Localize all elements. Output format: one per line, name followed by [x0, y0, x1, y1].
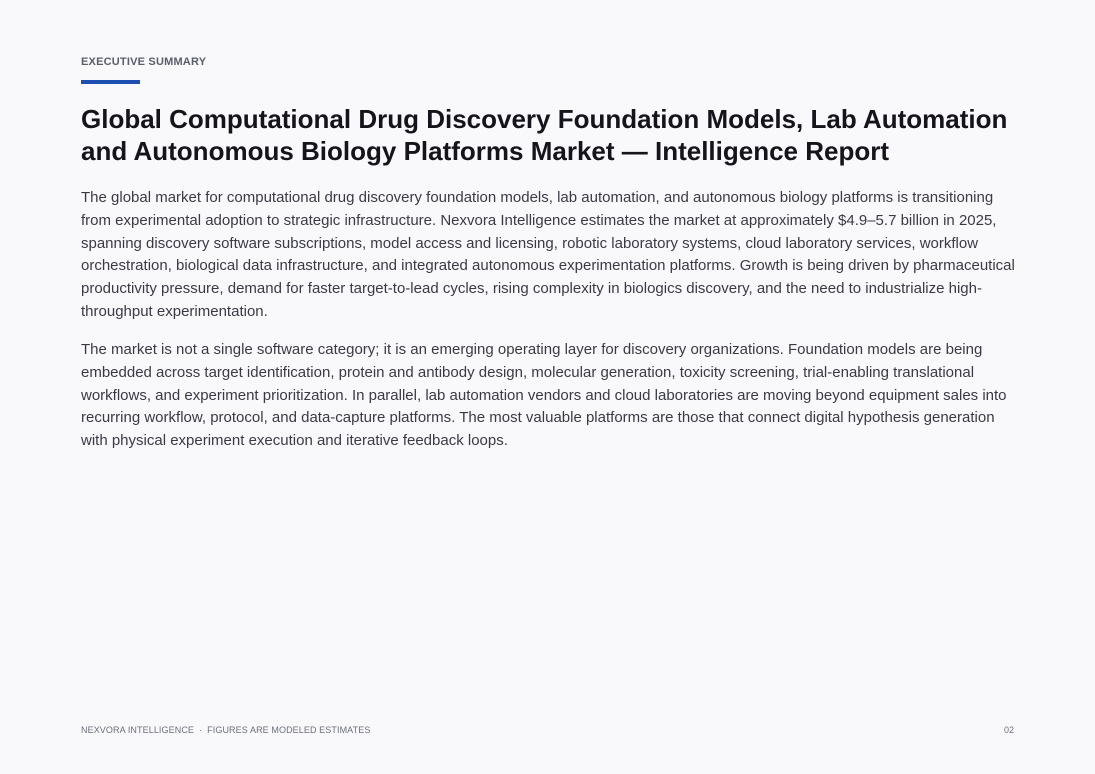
footer-brand: NEXVORA INTELLIGENCE	[81, 725, 195, 735]
accent-rule	[81, 80, 140, 84]
footer-note: FIGURES ARE MODELED ESTIMATES	[207, 725, 371, 735]
footer-separator: ·	[199, 725, 203, 735]
report-page	[81, 0, 1016, 774]
page-title: Global Computational Drug Discovery Foundation Models, Lab Automation and Autonomous Biology Platforms Market — Intelligence Report	[81, 104, 1008, 166]
page-number: 02	[1003, 725, 1014, 735]
footer-credits	[81, 725, 370, 735]
body-paragraph: The global market for computational drug discovery foundation models, lab automation, and autonomous biology platforms is transitioning from experimental adoption to strategic infrastructure. Nexvora Intelligence estimates the market at approximately $4.9–5.7 billion in 2025, spanning discovery software subscriptions, model access and licensing, robotic laboratory systems, cloud laboratory services, workflow orchestration, biological data infrastructure, and integrated autonomous experimentation platforms. Growth is being driven by pharmaceutical productivity pressure, demand for faster target-to-lead cycles, rising complexity in biologics discovery, and the need to industrialize high-throughput experimentation.	[81, 189, 1015, 320]
section-eyebrow: EXECUTIVE SUMMARY	[81, 56, 207, 68]
body-paragraph: The market is not a single software category; it is an emerging operating layer for discovery organizations. Foundation models are being embedded across target identification, protein and antibody design, molecular generation, toxicity screening, trial-enabling translational workflows, and experiment prioritization. In parallel, lab automation vendors and cloud laboratories are moving beyond equipment sales into recurring workflow, protocol, and data-capture platforms. The most valuable platforms are those that connect digital hypothesis generation with physical experiment execution and iterative feedback loops.	[81, 341, 1007, 450]
